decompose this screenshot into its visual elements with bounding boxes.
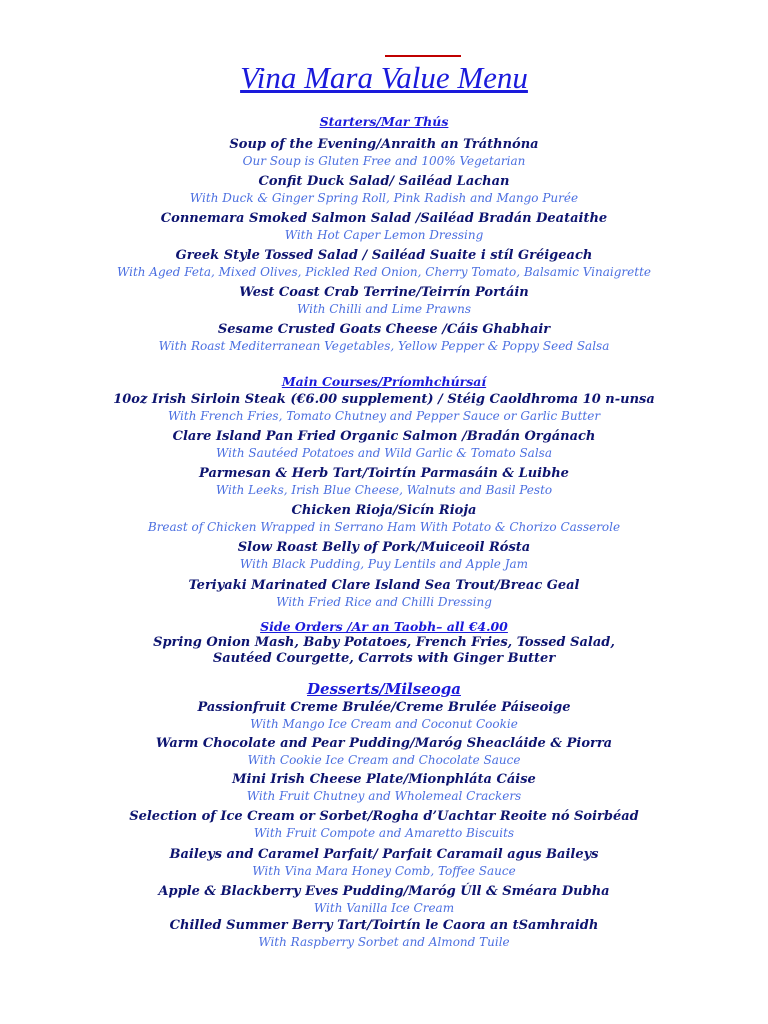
item-description: With Hot Caper Lemon Dressing (284, 228, 484, 242)
item-description: Breast of Chicken Wrapped in Serrano Ham With Potato & Chorizo Casserole (147, 520, 621, 534)
side-orders-line: Sautéed Courgette, Carrots with Ginger Butter (212, 651, 556, 666)
menu-item (0, 502, 768, 535)
menu-item (0, 284, 768, 317)
item-description: With Roast Mediterranean Vegetables, Yellow Pepper & Poppy Seed Salsa (158, 339, 610, 353)
mains-heading: Main Courses/Príomhchúrsaí (281, 374, 487, 389)
menu-item (0, 699, 768, 732)
item-name: Greek Style Tossed Salad / Sailéad Suaite i stíl Gréigeach (175, 248, 593, 263)
item-name: Slow Roast Belly of Pork/Muiceoil Rósta (237, 540, 531, 555)
item-description: With Fruit Compote and Amaretto Biscuits (253, 826, 515, 840)
item-description: With Raspberry Sorbet and Almond Tuile (258, 935, 510, 949)
item-description: With Vanilla Ice Cream (313, 901, 455, 915)
menu-item (0, 321, 768, 354)
item-name: Teriyaki Marinated Clare Island Sea Trout/Breac Geal (188, 578, 580, 593)
menu-item (0, 917, 768, 950)
item-description: With Aged Feta, Mixed Olives, Pickled Red Onion, Cherry Tomato, Balsamic Vinaigrette (116, 265, 652, 279)
desserts-heading: Desserts/Milseoga (307, 680, 461, 698)
item-name: Mini Irish Cheese Plate/Mionphláta Cáise (232, 772, 536, 787)
menu-item (0, 577, 768, 610)
item-name: Soup of the Evening/Anraith an Tráthnóna (229, 137, 539, 152)
menu-item (0, 391, 768, 424)
item-name: Clare Island Pan Fried Organic Salmon /Bradán Orgánach (172, 429, 596, 444)
menu-item (0, 465, 768, 498)
item-name: Chicken Rioja/Sicín Rioja (291, 503, 477, 518)
sides-heading: Side Orders /Ar an Taobh– all €4.00 (260, 619, 508, 634)
item-name: Sesame Crusted Goats Cheese /Cáis Ghabhair (217, 322, 551, 337)
menu-item (0, 771, 768, 804)
item-name: Warm Chocolate and Pear Pudding/Maróg Sheacláide & Piorra (155, 736, 613, 751)
item-name: 10oz Irish Sirloin Steak (€6.00 supplement) / Stéig Caoldhroma 10 n-unsa (113, 392, 655, 407)
item-description: With Fried Rice and Chilli Dressing (276, 595, 492, 609)
sides-section (0, 618, 768, 667)
item-description: With Duck & Ginger Spring Roll, Pink Radish and Mango Purée (189, 191, 579, 205)
item-name: Passionfruit Creme Brulée/Creme Brulée Páiseoige (197, 700, 571, 715)
item-description: With Fruit Chutney and Wholemeal Crackers (246, 789, 522, 803)
item-description: With Vina Mara Honey Comb, Toffee Sauce (252, 864, 516, 878)
mains-section (0, 373, 768, 610)
item-name: Apple & Blackberry Eves Pudding/Maróg Úll & Sméara Dubha (158, 884, 610, 899)
starters-section (0, 113, 768, 354)
item-name: Connemara Smoked Salmon Salad /Sailéad Bradán Deataithe (160, 211, 608, 226)
item-name: Chilled Summer Berry Tart/Toirtín le Caora an tSamhraidh (169, 918, 599, 933)
item-name: Parmesan & Herb Tart/Toirtín Parmasáin & Luibhe (199, 466, 569, 481)
menu-item (0, 173, 768, 206)
item-description: With Sautéed Potatoes and Wild Garlic & Tomato Salsa (216, 446, 552, 460)
item-name: Confit Duck Salad/ Sailéad Lachan (258, 174, 510, 189)
item-description: With Leeks, Irish Blue Cheese, Walnuts and Basil Pesto (215, 483, 553, 497)
item-name: Baileys and Caramel Parfait/ Parfait Caramail agus Baileys (169, 847, 599, 862)
menu-item (0, 735, 768, 768)
item-description: With Mango Ice Cream and Coconut Cookie (250, 717, 518, 731)
item-description: With Cookie Ice Cream and Chocolate Sauce (247, 753, 521, 767)
menu-item (0, 247, 768, 280)
menu-title: Vina Mara Value Menu (240, 60, 528, 95)
menu-item (0, 808, 768, 841)
menu-item (0, 428, 768, 461)
menu-item (0, 210, 768, 243)
side-orders-line: Spring Onion Mash, Baby Potatoes, French Fries, Tossed Salad, (153, 635, 615, 650)
item-description: With French Fries, Tomato Chutney and Pepper Sauce or Garlic Butter (167, 409, 601, 423)
item-description: With Chilli and Lime Prawns (296, 302, 471, 316)
starters-heading: Starters/Mar Thús (319, 114, 449, 129)
desserts-section (0, 679, 768, 950)
menu-item (0, 846, 768, 879)
item-name: Selection of Ice Cream or Sorbet/Rogha d’Uachtar Reoite nó Soirbéad (129, 809, 639, 824)
item-name: West Coast Crab Terrine/Teirrín Portáin (239, 285, 529, 300)
item-description: Our Soup is Gluten Free and 100% Vegetarian (242, 154, 526, 168)
decorative-red-rule (385, 55, 461, 57)
item-description: With Black Pudding, Puy Lentils and Apple Jam (239, 557, 529, 571)
menu-item (0, 539, 768, 572)
menu-item (0, 136, 768, 169)
menu-item (0, 883, 768, 916)
